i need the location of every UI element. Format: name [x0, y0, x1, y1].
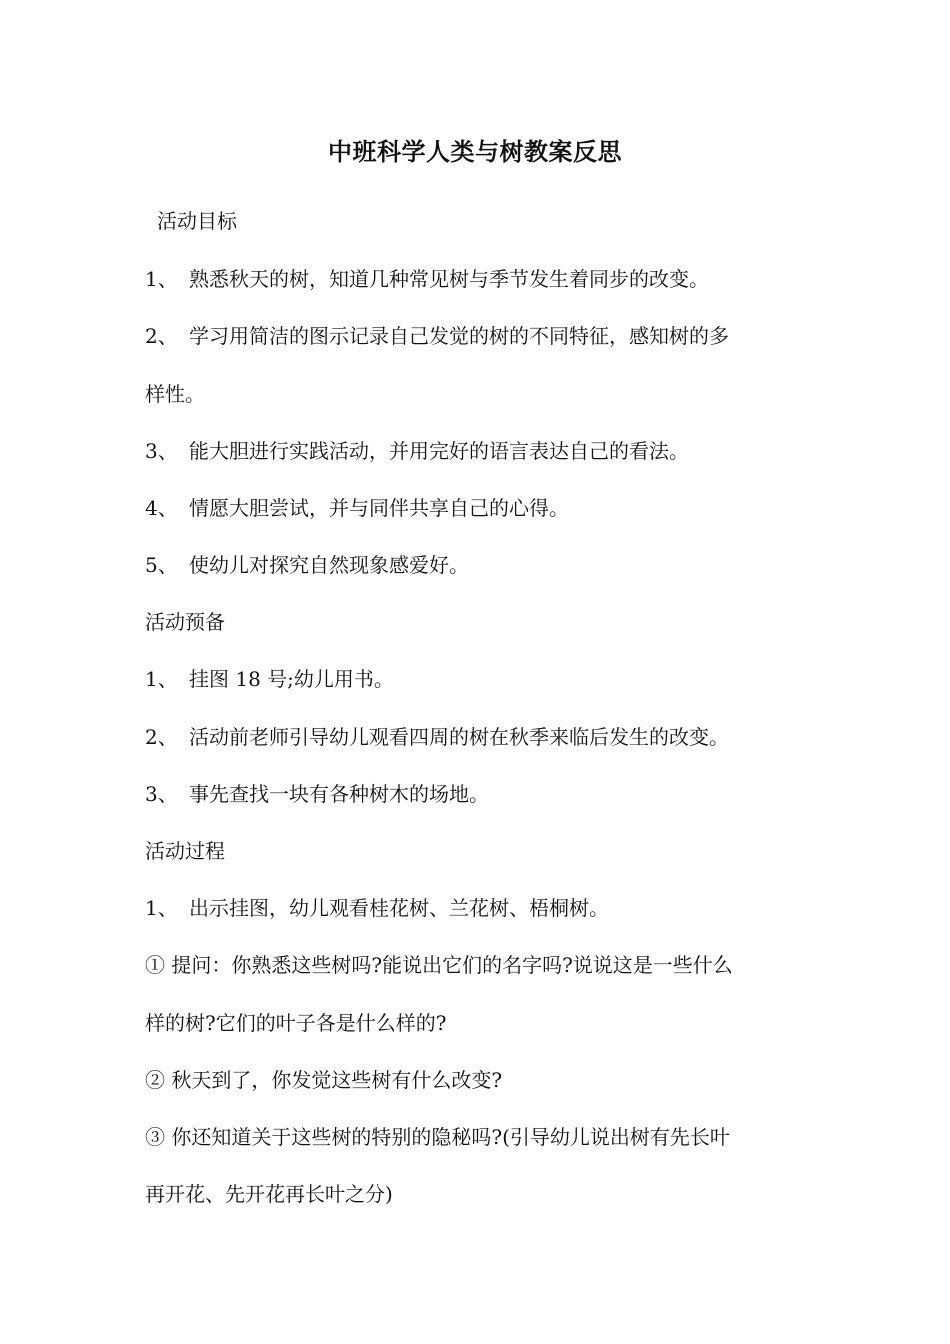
- goal-item-2-continuation: 样性。: [145, 382, 205, 406]
- goal-item-2: [145, 322, 729, 350]
- item-text: 使幼儿对探究自然现象感爱好。: [189, 553, 469, 577]
- section-heading-preparation: 活动预备: [145, 610, 225, 634]
- item-text: 出示挂图，幼儿观看桂花树、兰花树、梧桐树。: [189, 896, 609, 920]
- goal-item-1: [145, 265, 709, 293]
- question-3: ③ 你还知道关于这些树的特别的隐秘吗?(引导幼儿说出树有先长叶: [145, 1125, 730, 1149]
- item-text: 能大胆进行实践活动，并用完好的语言表达自己的看法。: [189, 439, 689, 463]
- item-number: 2、: [145, 725, 178, 749]
- item-text: 事先查找一块有各种树木的场地。: [189, 782, 489, 806]
- goal-item-5: [145, 551, 469, 579]
- item-number: 3、: [145, 439, 178, 463]
- item-text: 学习用简洁的图示记录自己发觉的树的不同特征，感知树的多: [189, 324, 729, 348]
- section-heading-goals: 活动目标: [157, 209, 237, 233]
- item-number: 1、: [145, 896, 178, 920]
- item-number: 1、: [145, 667, 178, 691]
- item-text: 挂图 18 号;幼儿用书。: [189, 667, 394, 691]
- item-number: 3、: [145, 782, 178, 806]
- section-heading-process: 活动过程: [145, 839, 225, 863]
- item-text: 熟悉秋天的树，知道几种常见树与季节发生着同步的改变。: [189, 267, 709, 291]
- item-number: 4、: [145, 496, 178, 520]
- document-title: 中班科学人类与树教案反思: [328, 137, 622, 166]
- item-number: 1、: [145, 267, 178, 291]
- question-1-continuation: 样的树?它们的叶子各是什么样的?: [145, 1011, 447, 1035]
- item-text: 情愿大胆尝试，并与同伴共享自己的心得。: [189, 496, 569, 520]
- goal-item-3: [145, 437, 689, 465]
- prep-item-1: [145, 665, 394, 693]
- item-number: 2、: [145, 324, 178, 348]
- item-text: 活动前老师引导幼儿观看四周的树在秋季来临后发生的改变。: [189, 725, 729, 749]
- question-2: ② 秋天到了，你发觉这些树有什么改变?: [145, 1068, 503, 1092]
- goal-item-4: [145, 494, 569, 522]
- prep-item-2: [145, 723, 729, 751]
- question-1: ① 提问：你熟悉这些树吗?能说出它们的名字吗?说说这是一些什么: [145, 953, 733, 977]
- process-item-1: [145, 894, 609, 922]
- prep-item-3: [145, 780, 489, 808]
- question-3-continuation: 再开花、先开花再长叶之分): [145, 1182, 393, 1206]
- item-number: 5、: [145, 553, 178, 577]
